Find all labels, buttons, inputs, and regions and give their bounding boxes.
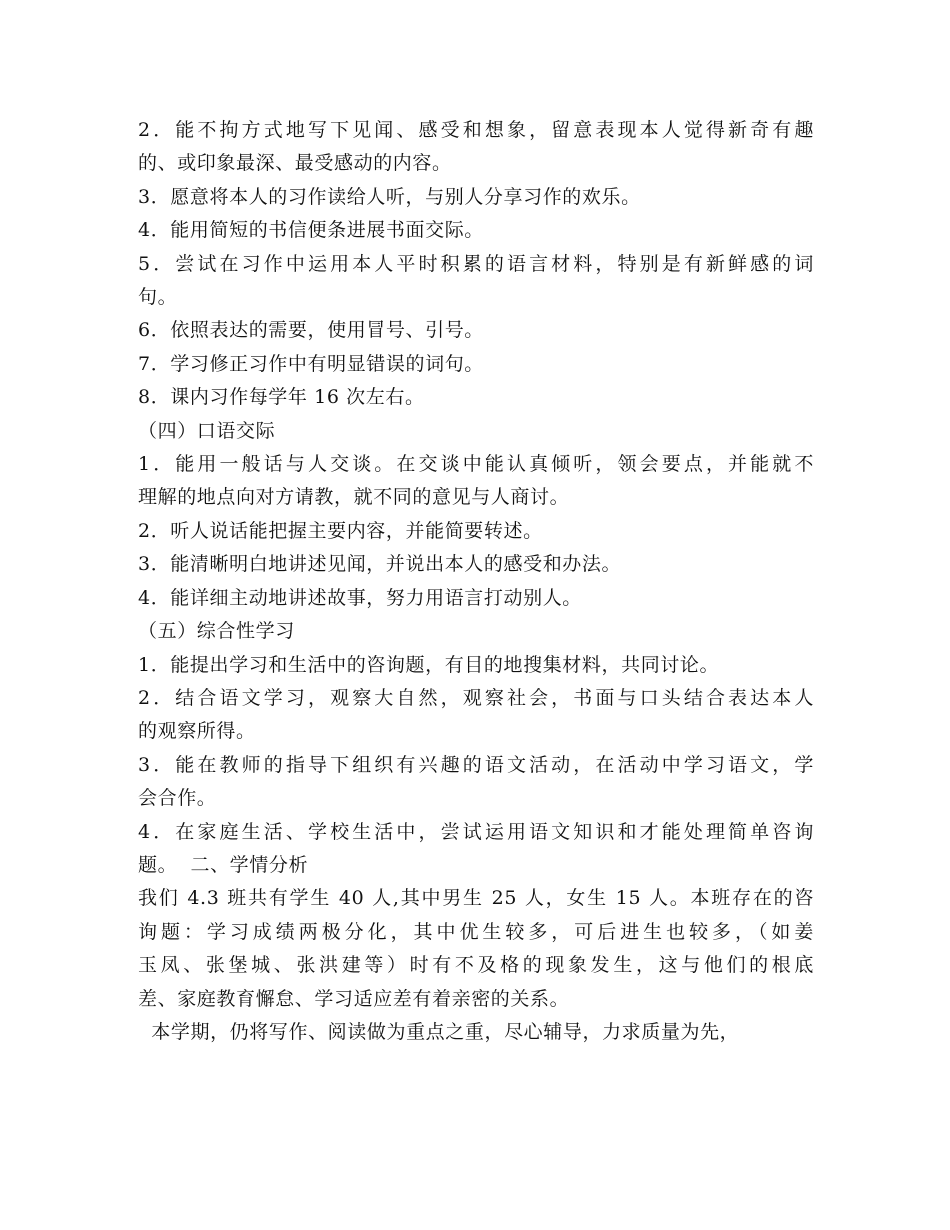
text-line: 7．学习修正习作中有明显错误的词句。 [138, 352, 484, 375]
document-body [138, 114, 814, 1049]
text-line: 差、家庭教育懈怠、学习适应差有着亲密的关系。 [138, 987, 570, 1010]
text-line: 1．能提出学习和生活中的咨询题，有目的地搜集材料，共同讨论。 [138, 653, 720, 676]
text-line: 8．课内习作每学年 16 次左右。 [138, 386, 425, 409]
text-line: 3．能清晰明白地讲述见闻，并说出本人的感受和办法。 [138, 553, 622, 576]
text-line: 3．愿意将本人的习作读给人听，与别人分享习作的欢乐。 [138, 185, 641, 208]
text-line: 5．尝试在习作中运用本人平时积累的语言材料，特别是有新鲜感的词 [138, 252, 814, 275]
section-heading: （五）综合性学习 [138, 620, 295, 643]
text-line: 句。 [138, 286, 178, 309]
text-line: 4．在家庭生活、学校生活中，尝试运用语文知识和才能处理简单咨询 [138, 820, 814, 843]
text-line: 理解的地点向对方请教，就不同的意见与人商讨。 [138, 486, 570, 509]
text-line: 询题：学习成绩两极分化，其中优生较多，可后进生也较多，（如姜 [138, 920, 814, 943]
text-line: 2．结合语文学习，观察大自然，观察社会，书面与口头结合表达本人 [138, 686, 814, 709]
section-heading: （四）口语交际 [138, 419, 276, 442]
text-line: 4．能详细主动地讲述故事，努力用语言打动别人。 [138, 586, 582, 609]
text-line: 1．能用一般话与人交谈。在交谈中能认真倾听，领会要点，并能就不 [138, 453, 814, 476]
text-line: 题。 二、学情分析 [138, 853, 309, 876]
text-line: 我们 4.3 班共有学生 40 人,其中男生 25 人，女生 15 人。本班存在的咨 [138, 887, 814, 910]
text-line: 2．能不拘方式地写下见闻、感受和想象，留意表现本人觉得新奇有趣 [138, 119, 814, 141]
text-line: 2．听人说话能把握主要内容，并能简要转述。 [138, 519, 543, 542]
text-line: 4．能用简短的书信便条进展书面交际。 [138, 219, 484, 242]
text-line: 的、或印象最深、最受感动的内容。 [138, 152, 452, 175]
text-line: 玉凤、张堡城、张洪建等）时有不及格的现象发生，这与他们的根底 [138, 954, 814, 977]
text-line: 6．依照表达的需要，使用冒号、引号。 [138, 319, 484, 342]
text-line: 会合作。 [138, 787, 217, 810]
text-line: 3．能在教师的指导下组织有兴趣的语文活动，在活动中学习语文，学 [138, 753, 814, 776]
text-line: 的观察所得。 [138, 720, 256, 743]
text-line: 本学期，仍将写作、阅读做为重点之重，尽心辅导，力求质量为先， [138, 1020, 740, 1043]
